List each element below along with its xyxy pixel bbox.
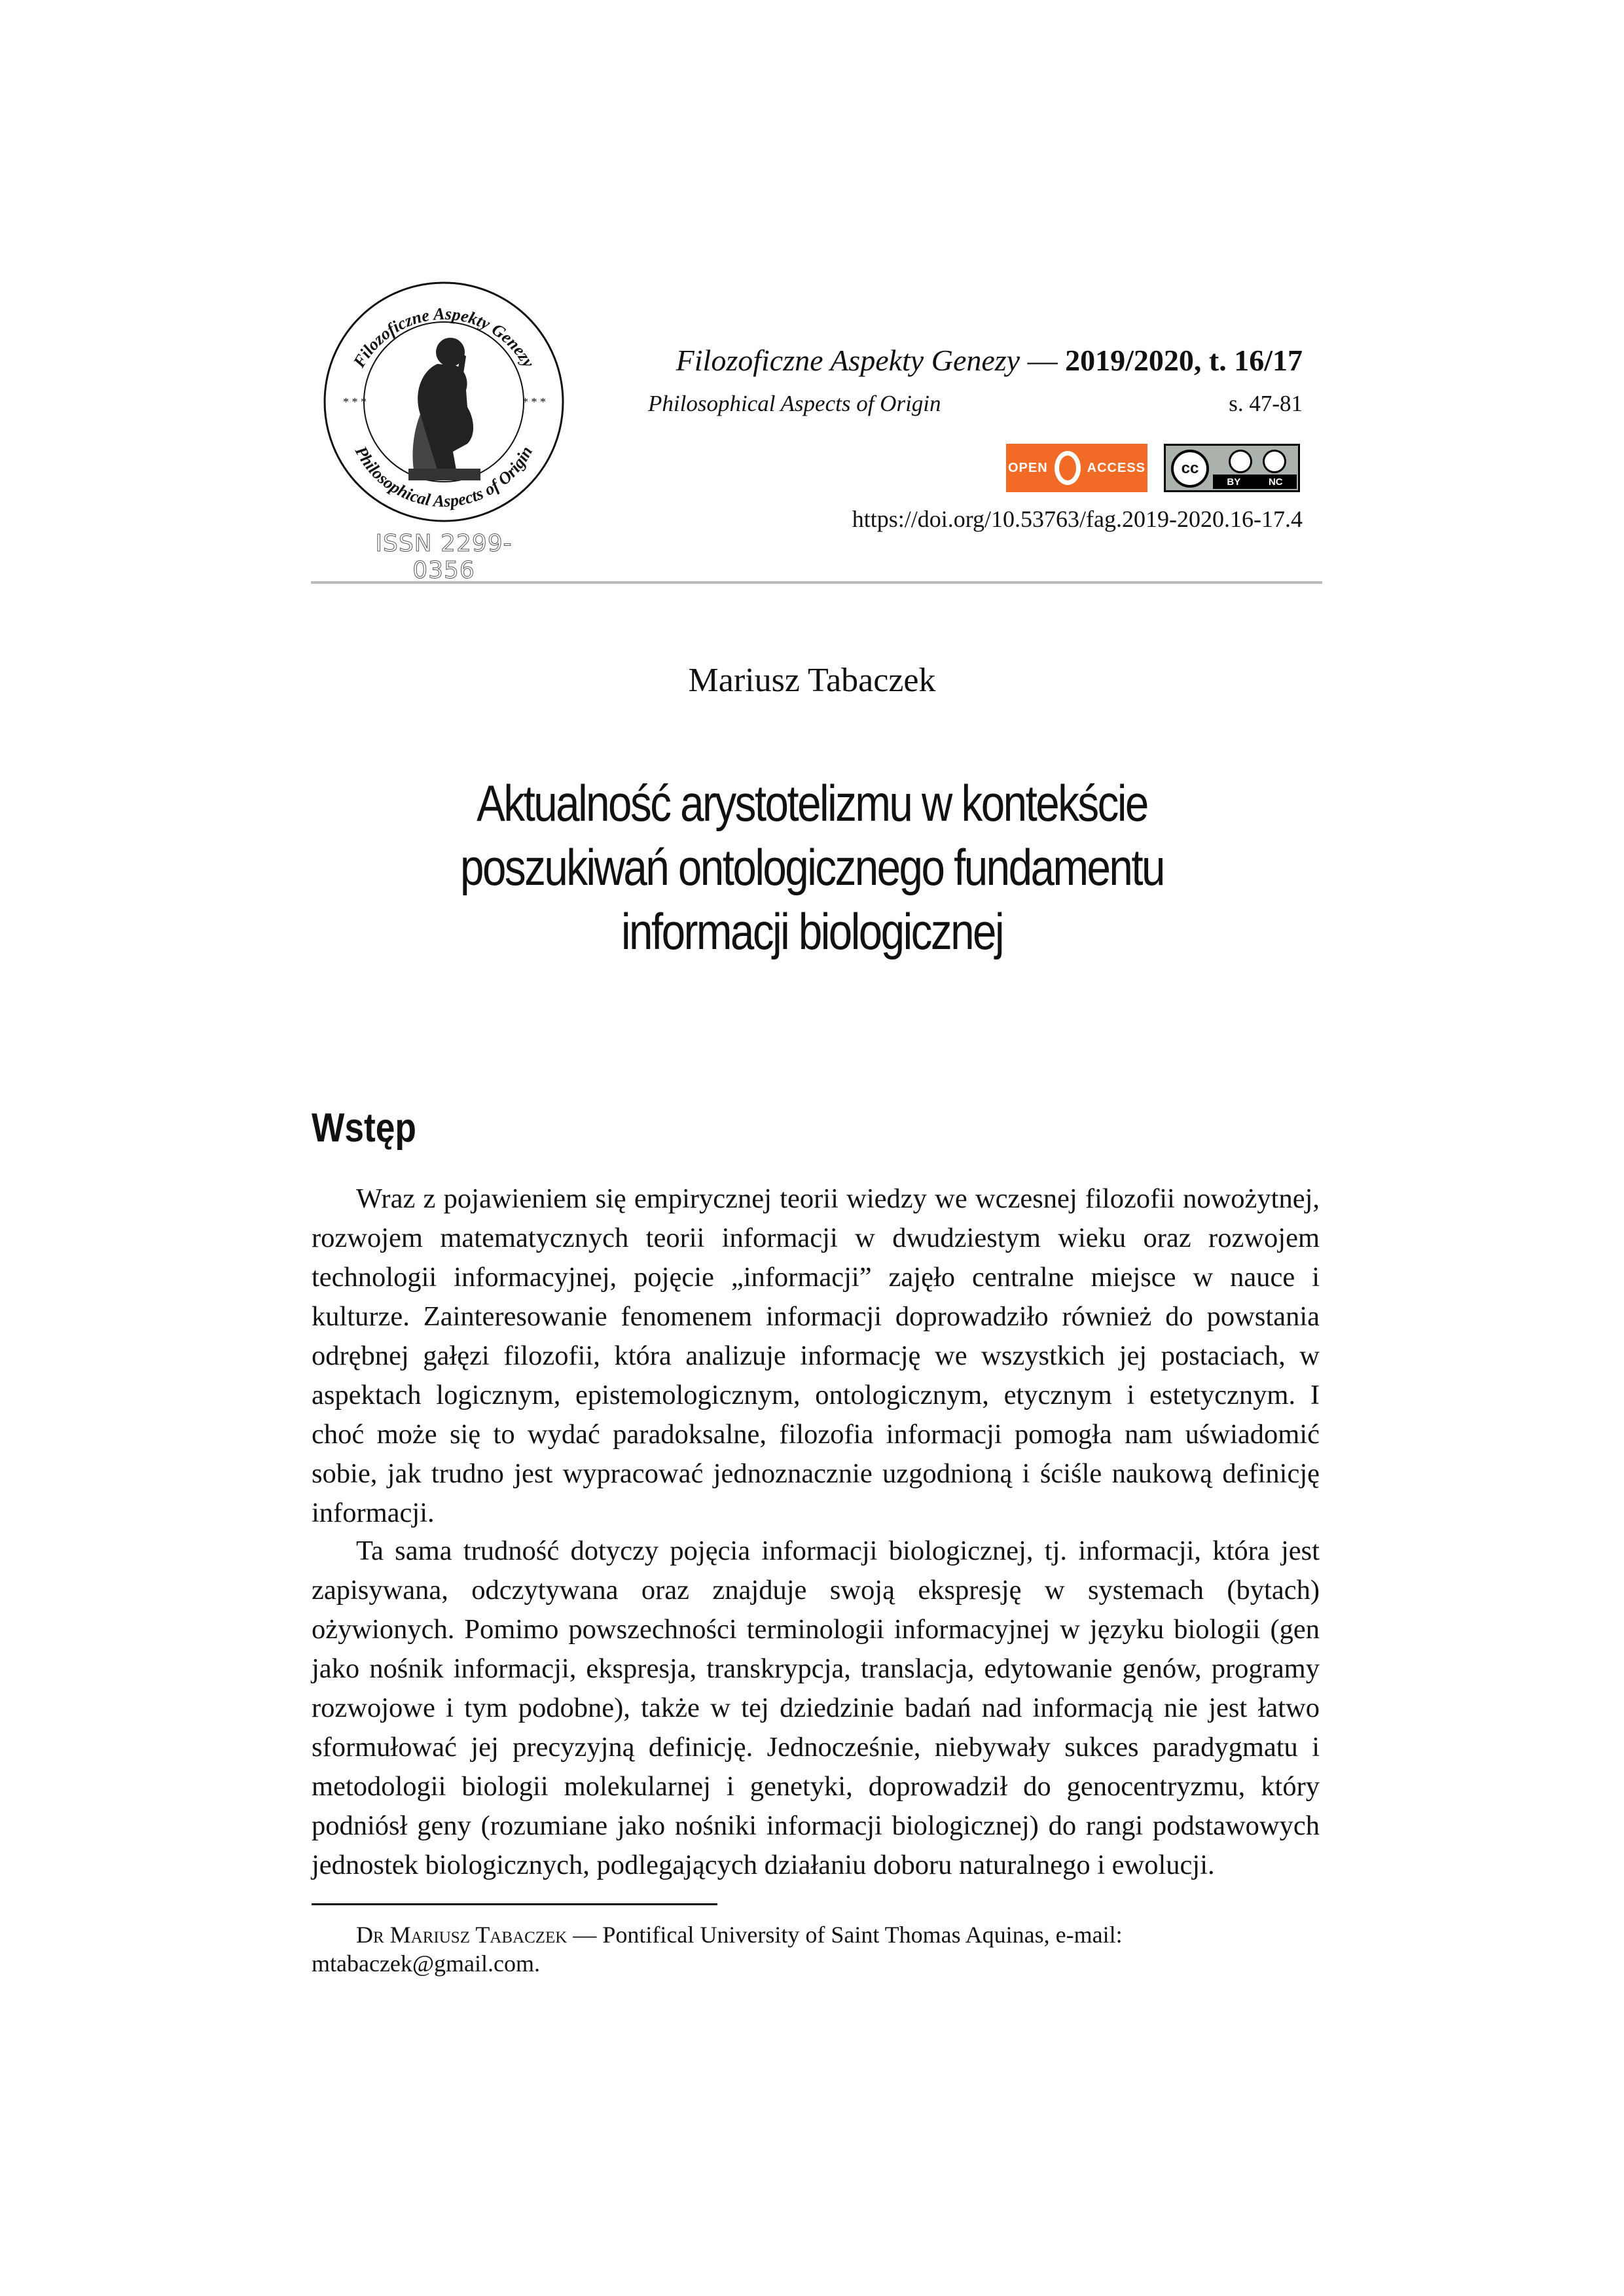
title-line-1: Aktualność arystotelizmu w kontekście [477,774,1147,832]
article-author: Mariusz Tabaczek [688,662,936,699]
cc-nc-icon [1263,450,1286,473]
open-access-left-label: OPEN [1007,460,1048,475]
cc-license-strip [1213,475,1297,489]
open-access-lock-icon [1055,451,1081,485]
body-paragraph-1: Wraz z pojawieniem się empirycznej teorii wiedzy we wczesnej filozofii nowożytnej, rozwojem matematycznych teorii informacji w dwudziestym wieku oraz rozwojem technologii informacyjnej, pojęcie „informacji” zajęło centralne miejsce w nauce i kulturze. Zainteresowanie fenomenem informacji doprowadziło również do powstania odrębnej gałęzi filozofii, która analizuje informację we wszystkich jej postaciach, w aspektach logicznym, epistemologicznym, ontologicznym, etycznym i estetycznym. I choć może się to wydać paradoksalne, filozofia informacji pomogła nam uświadomić sobie, jak trudno jest wypracować jednoznacznie uzgodnioną i ściśle naukową definicję informacji. [312,1183,1320,1528]
body-paragraph-2: Ta sama trudność dotyczy pojęcia informacji biologicznej, tj. informacji, która jest zapisywana, odczytywana oraz znajduje swoją ekspresję w systemach (bytach) ożywionych. Pomimo powszechności terminologii informacyjnej w języku biologii (gen jako nośnik informacji, ekspresja, transkrypcja, translacja, edytowanie genów, programy rozwojowe i tym podobne), także w tej dziedzinie badań nad informacją nie jest łatwo sformułować jej precyzyjną definicję. Jednocześnie, niebywały sukces paradygmatu i metodologii biologii molekularnej i genetyki, doprowadził do genocentryzmu, który podniósł geny (rozumiane jako nośniki informacji biologicznej) do rangi podstawowych jednostek biologicznych, podlegających działaniu doboru naturalnego i ewolucji. [312,1535,1320,1880]
doi-link[interactable]: https://doi.org/10.53763/fag.2019-2020.16-17.4 [852,506,1303,532]
journal-subline [648,391,1303,417]
svg-text:* * *: * * * [343,395,367,408]
footnote-text: — Pontifical University of Saint Thomas Aquinas, e-mail: mtabaczek@gmail.com. [312,1922,1123,1977]
header-divider [311,581,1322,584]
cc-by-icon [1229,450,1252,473]
page-range: s. 47-81 [1229,391,1303,416]
journal-volume: 2019/2020, t. 16/17 [1065,344,1303,377]
footnote-divider [312,1903,717,1905]
journal-header [589,343,1303,378]
cc-license-badge[interactable] [1164,444,1300,492]
logo-ring-text-bottom: Philosophical Aspects of Origin [351,442,537,511]
open-access-badge[interactable] [1006,444,1147,492]
logo-ring-text-top: Filozoficzne Aspekty Genezy [349,304,539,371]
section-heading: Wstęp [312,1105,416,1151]
open-access-right-label: ACCESS [1087,460,1146,475]
title-line-3: informacji biologicznej [621,903,1003,960]
issn-number: ISSN 2299-0356 [375,530,513,584]
svg-text:* * *: * * * [522,395,546,408]
footnote-author-name: Dr Mariusz Tabaczek [356,1922,568,1948]
journal-logo [322,280,566,524]
title-line-2: poszukiwań ontologicznego fundamentu [460,838,1164,896]
footnote [312,1920,1320,1978]
journal-name: Filozoficzne Aspekty Genezy [676,344,1020,377]
cc-by-label: BY [1227,476,1241,488]
cc-icon: cc [1171,450,1209,488]
article-title [262,771,1362,963]
journal-dash: — [1020,344,1066,377]
cc-nc-label: NC [1268,476,1283,488]
journal-name-en: Philosophical Aspects of Origin [648,391,941,416]
